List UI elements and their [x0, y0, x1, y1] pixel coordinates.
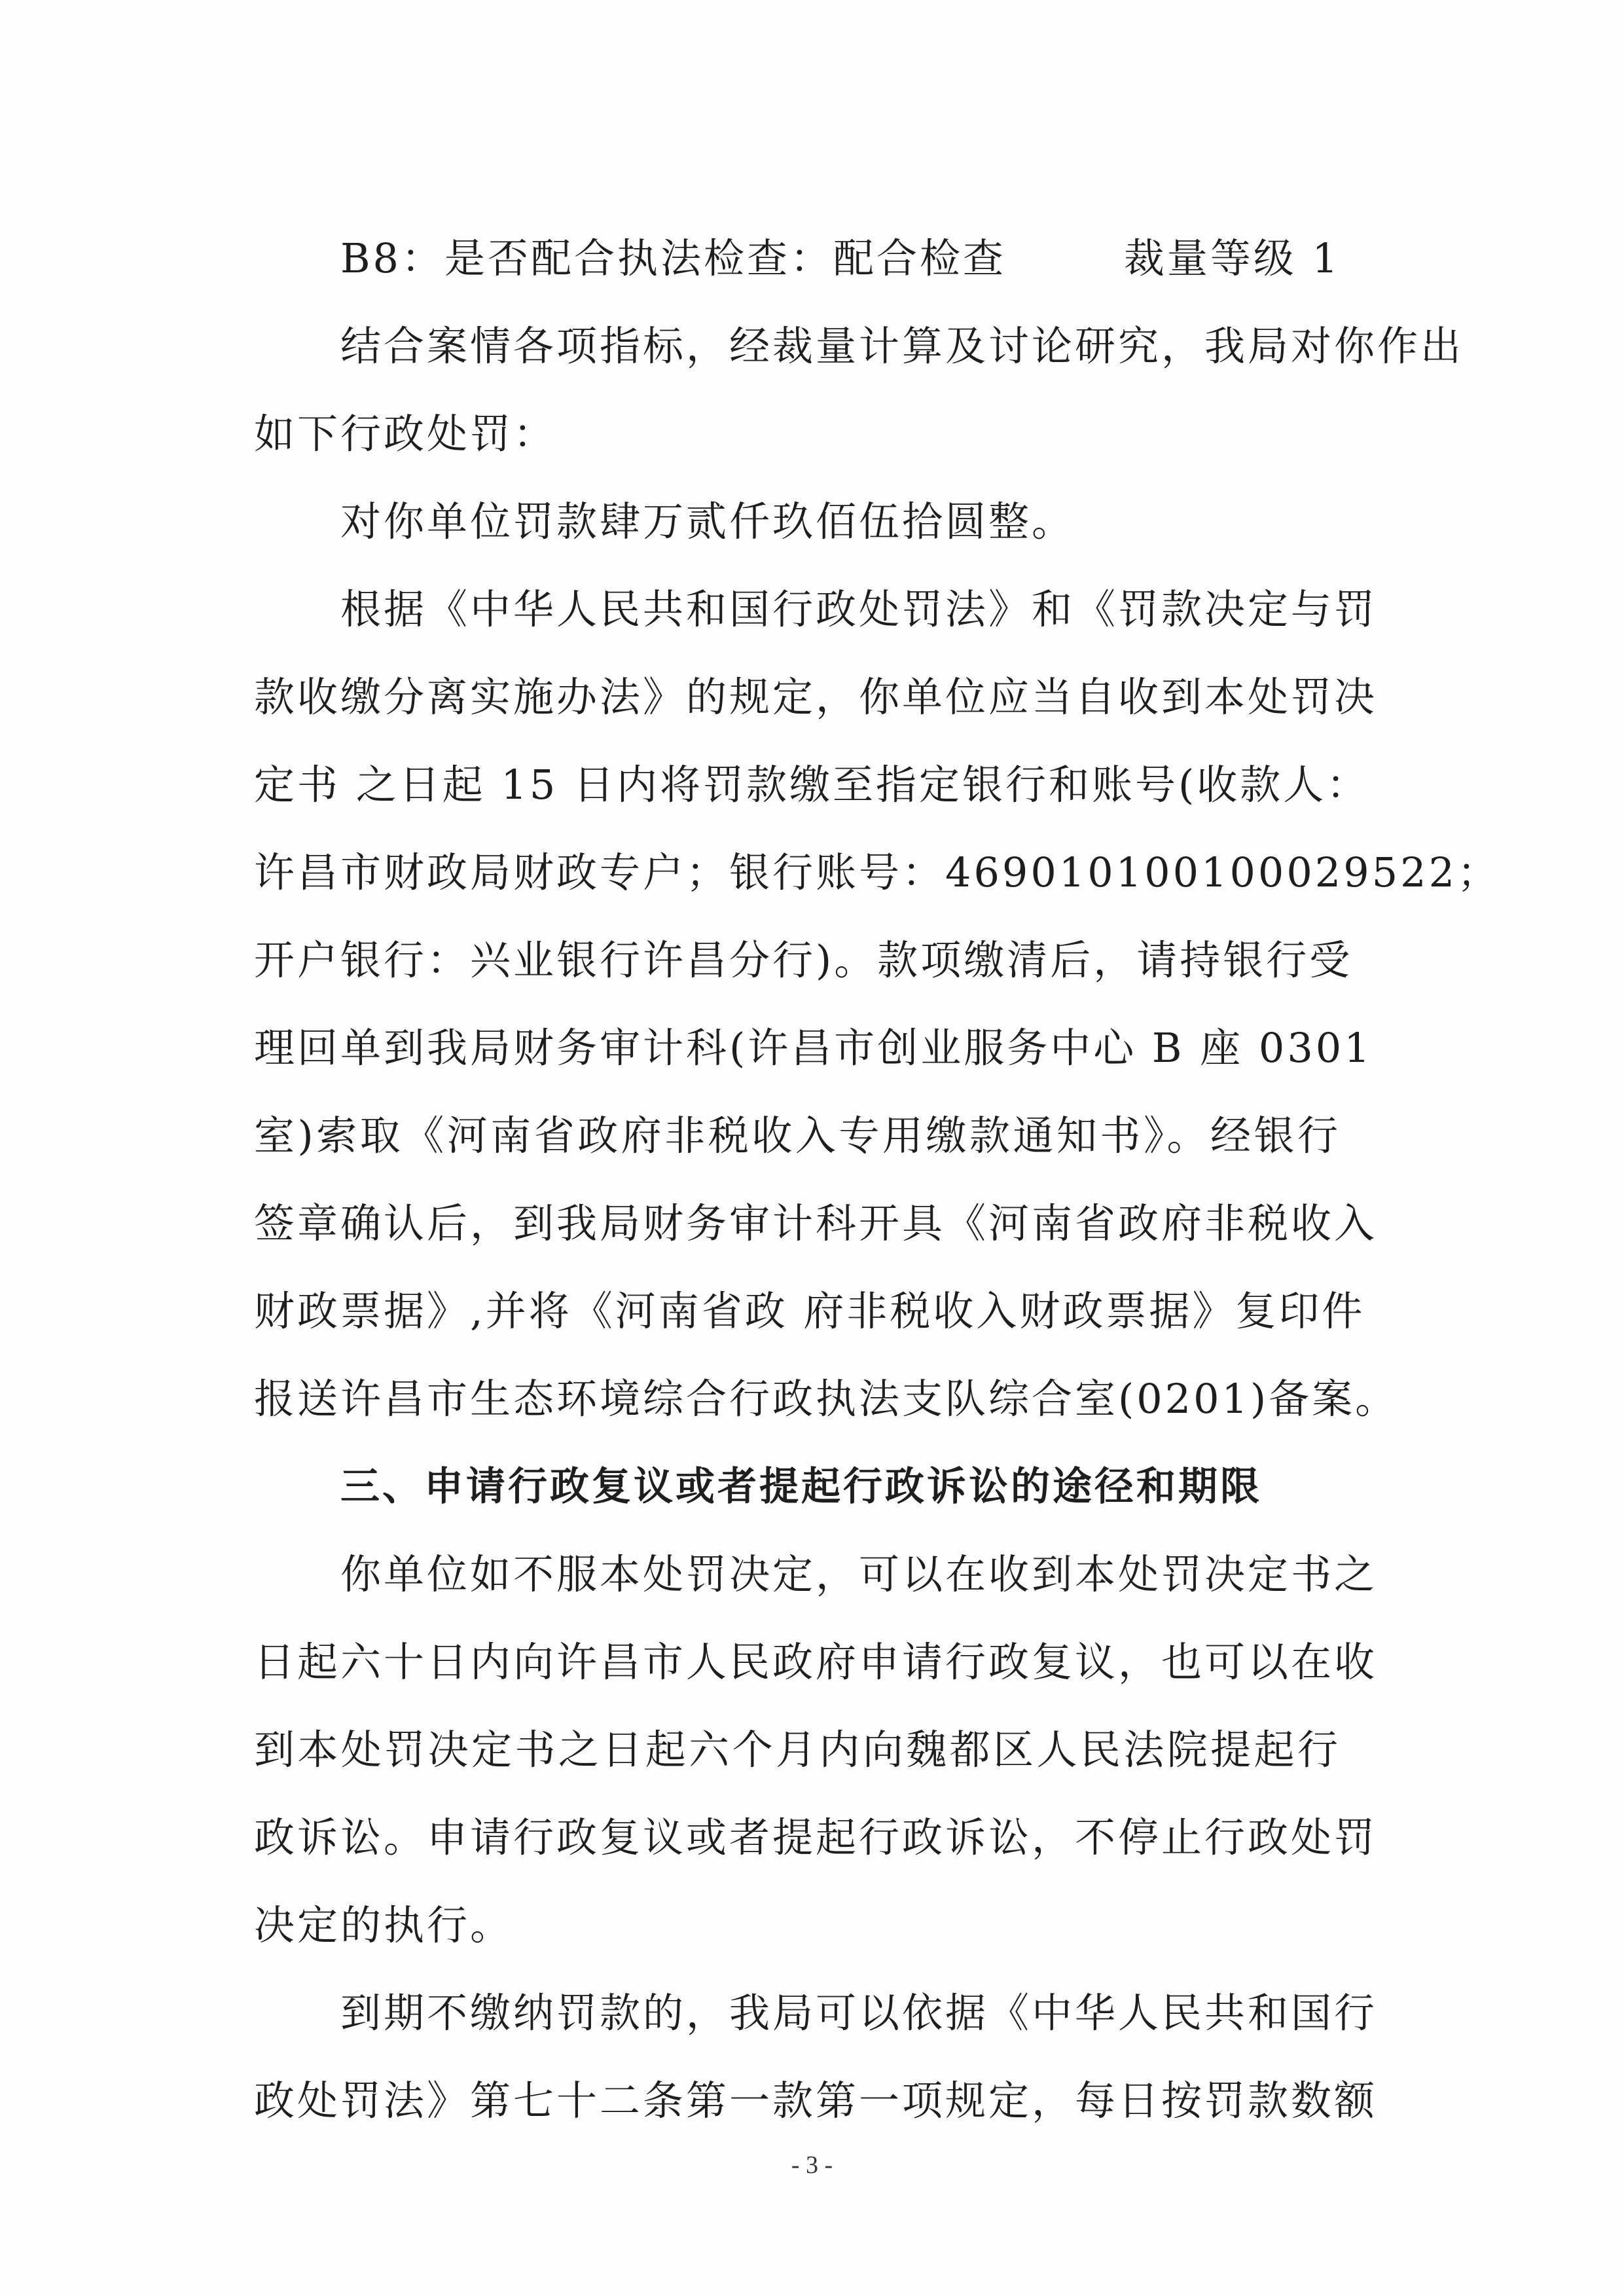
b8-criterion-label: B8：是否配合执法检查：配合检查: [340, 234, 1007, 282]
paragraph-line: 到期不缴纳罚款的，我局可以依据《中华人民共和国行: [340, 1989, 1378, 2037]
b8-discretion-level: 裁量等级 1: [1123, 234, 1341, 282]
paragraph-line: 理回单到我局财务审计科(许昌市创业服务中心 B 座 0301: [254, 1024, 1373, 1072]
paragraph-line: 到本处罚决定书之日起六个月内向魏都区人民法院提起行: [254, 1726, 1341, 1774]
paragraph-line: 根据《中华人民共和国行政处罚法》和《罚款决定与罚: [340, 585, 1378, 633]
paragraph-line: 决定的执行。: [254, 1901, 514, 1949]
paragraph-line: 政诉讼。申请行政复议或者提起行政诉讼，不停止行政处罚: [254, 1813, 1378, 1861]
page-number: - 3 -: [791, 2151, 833, 2179]
section-heading: 三、申请行政复议或者提起行政诉讼的途径和期限: [340, 1464, 1262, 1510]
paragraph-line: 室)索取《河南省政府非税收入专用缴款通知书》。经银行: [254, 1112, 1341, 1159]
paragraph-line: 政处罚法》第七十二条第一款第一项规定，每日按罚款数额: [254, 2077, 1378, 2124]
paragraph-line: 定书 之日起 15 日内将罚款缴至指定银行和账号(收款人：: [254, 761, 1370, 809]
paragraph-line: 报送许昌市生态环境综合行政执法支队综合室(0201)备案。: [254, 1375, 1399, 1423]
paragraph-line: 日起六十日内向许昌市人民政府申请行政复议，也可以在收: [254, 1638, 1378, 1686]
paragraph-line: 财政票据》,并将《河南省政 府非税收入财政票据》复印件: [254, 1287, 1365, 1335]
penalty-amount-line: 对你单位罚款肆万贰仟玖佰伍拾圆整。: [340, 498, 1075, 545]
paragraph-line: 结合案情各项指标，经裁量计算及讨论研究，我局对你作出: [340, 322, 1464, 370]
b8-criterion-line: [340, 232, 1341, 285]
paragraph-line: 款收缴分离实施办法》的规定，你单位应当自收到本处罚决: [254, 673, 1378, 721]
paragraph-line: 如下行政处罚：: [254, 410, 557, 458]
paragraph-line: 签章确认后，到我局财务审计科开具《河南省政府非税收入: [254, 1199, 1378, 1247]
bank-account-line: 许昌市财政局财政专户；银行账号：469010100100029522；: [254, 848, 1501, 896]
paragraph-line: 开户银行：兴业银行许昌分行)。款项缴清后，请持银行受: [254, 936, 1353, 984]
paragraph-line: 你单位如不服本处罚决定，可以在收到本处罚决定书之: [340, 1550, 1378, 1598]
